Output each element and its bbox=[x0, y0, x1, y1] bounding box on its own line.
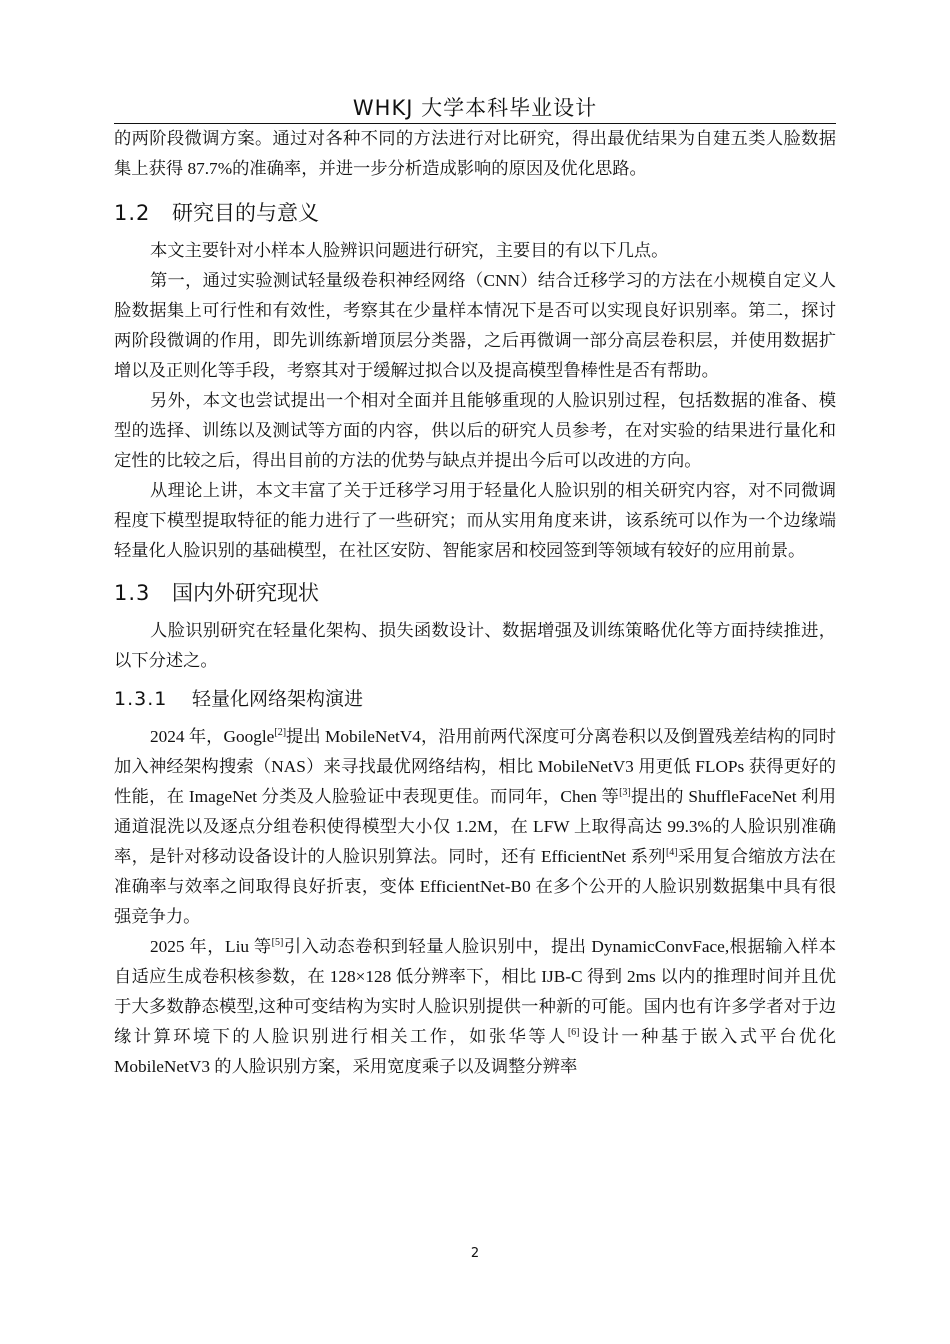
subsection-title: 轻量化网络架构演进 bbox=[192, 688, 364, 710]
paragraph-aim-intro: 本文主要针对小样本人脸辨识问题进行研究，主要目的有以下几点。 bbox=[150, 241, 669, 260]
section-number: 1.3 bbox=[114, 581, 151, 605]
text-run: 采用复合缩放方法在准确率与效率之间取得良好折衷，变体 EfficientNet-B0 在多个公开的人脸识别数据集中具有很强竞争力。 bbox=[114, 847, 836, 926]
text-run: 2025 年，Liu 等 bbox=[150, 937, 272, 956]
section-number: 1.2 bbox=[114, 201, 151, 225]
citation-ref: [2] bbox=[274, 727, 287, 738]
citation-ref: [3] bbox=[619, 787, 631, 798]
text-run: 引入动态卷积到轻量人脸识别中，提出 DynamicConvFace,根据输入样本自适应生成卷积核参数，在 128×128 低分辨率下，相比 IJB-C 得到 2ms 以内的推理时间并且优于大多数静态模型,这种可变结构为实时人脸识别提供一种新的可能。国内也有许多学者对于边缘计算环境下的人脸识别进行相关工作，如张华等人 bbox=[114, 937, 836, 1046]
section-title: 研究目的与意义 bbox=[172, 201, 319, 225]
text-run: 2024 年，Google bbox=[150, 727, 275, 746]
paragraph-significance: 从理论上讲，本文丰富了关于迁移学习用于轻量化人脸识别的相关研究内容，对不同微调程度下模型提取特征的能力进行了一些研究；而从实用角度来讲，该系统可以作为一个边缘端轻量化人脸识别的基础模型，在社区安防、智能家居和校园签到等领域有较好的应用前景。 bbox=[114, 481, 836, 560]
citation-ref: [4] bbox=[665, 847, 678, 858]
subsection-heading-1-3-1 bbox=[114, 684, 836, 714]
page-content bbox=[114, 124, 836, 1082]
section-title: 国内外研究现状 bbox=[172, 581, 319, 605]
paragraph-aim-additional: 另外，本文也尝试提出一个相对全面并且能够重现的人脸识别过程，包括数据的准备、模型的选择、训练以及测试等方面的内容，供以后的研究人员参考，在对实验的结果进行量化和定性的比较之后，得出目前的方法的优势与缺点并提出今后可以改进的方向。 bbox=[114, 391, 836, 470]
continued-paragraph: 的两阶段微调方案。通过对各种不同的方法进行对比研究，得出最优结果为自建五类人脸数据集上获得 87.7%的准确率，并进一步分析造成影响的原因及优化思路。 bbox=[114, 129, 836, 178]
subsection-number: 1.3.1 bbox=[114, 688, 168, 710]
section-heading-1-2 bbox=[114, 198, 836, 228]
text-run: 设计一种基于嵌入式平台优化 MobileNetV3 的人脸识别方案，采用宽度乘子以及调整分辨率 bbox=[114, 1027, 836, 1076]
paragraph-status-intro: 人脸识别研究在轻量化架构、损失函数设计、数据增强及训练策略优化等方面持续推进，以下分述之。 bbox=[114, 621, 836, 670]
page-number: 2 bbox=[470, 1246, 480, 1261]
citation-ref: [5] bbox=[271, 937, 284, 948]
page-header: WHKJ 大学本科毕业设计 bbox=[352, 96, 598, 120]
citation-ref: [6] bbox=[567, 1027, 580, 1038]
paragraph-2025-models bbox=[114, 932, 836, 1082]
paragraph-aim-first-second: 第一，通过实验测试轻量级卷积神经网络（CNN）结合迁移学习的方法在小规模自定义人脸数据集上可行性和有效性，考察其在少量样本情况下是否可以实现良好识别率。第二，探讨两阶段微调的作用，即先训练新增顶层分类器，之后再微调一部分高层卷积层，并使用数据扩增以及正则化等手段，考察其对于缓解过拟合以及提高模型鲁棒性是否有帮助。 bbox=[114, 271, 836, 380]
paragraph-2024-models bbox=[114, 722, 836, 932]
section-heading-1-3 bbox=[114, 578, 836, 608]
text-run: 提出 MobileNetV4，沿用前两代深度可分离卷积以及倒置残差结构的同时加入神经架构搜索（NAS）来寻找最优网络结构，相比 MobileNetV3 用更低 FLOPs 获得更好的性能，在 ImageNet 分类及人脸验证中表现更佳。而同年，Chen 等 bbox=[114, 727, 836, 806]
text-run: 提出的 ShuffleFaceNet 利用通道混洗以及逐点分组卷积使得模型大小仅 1.2M，在 LFW 上取得高达 99.3%的人脸识别准确率，是针对移动设备设计的人脸识别算法。同时，还有 EfficientNet 系列 bbox=[114, 787, 836, 866]
